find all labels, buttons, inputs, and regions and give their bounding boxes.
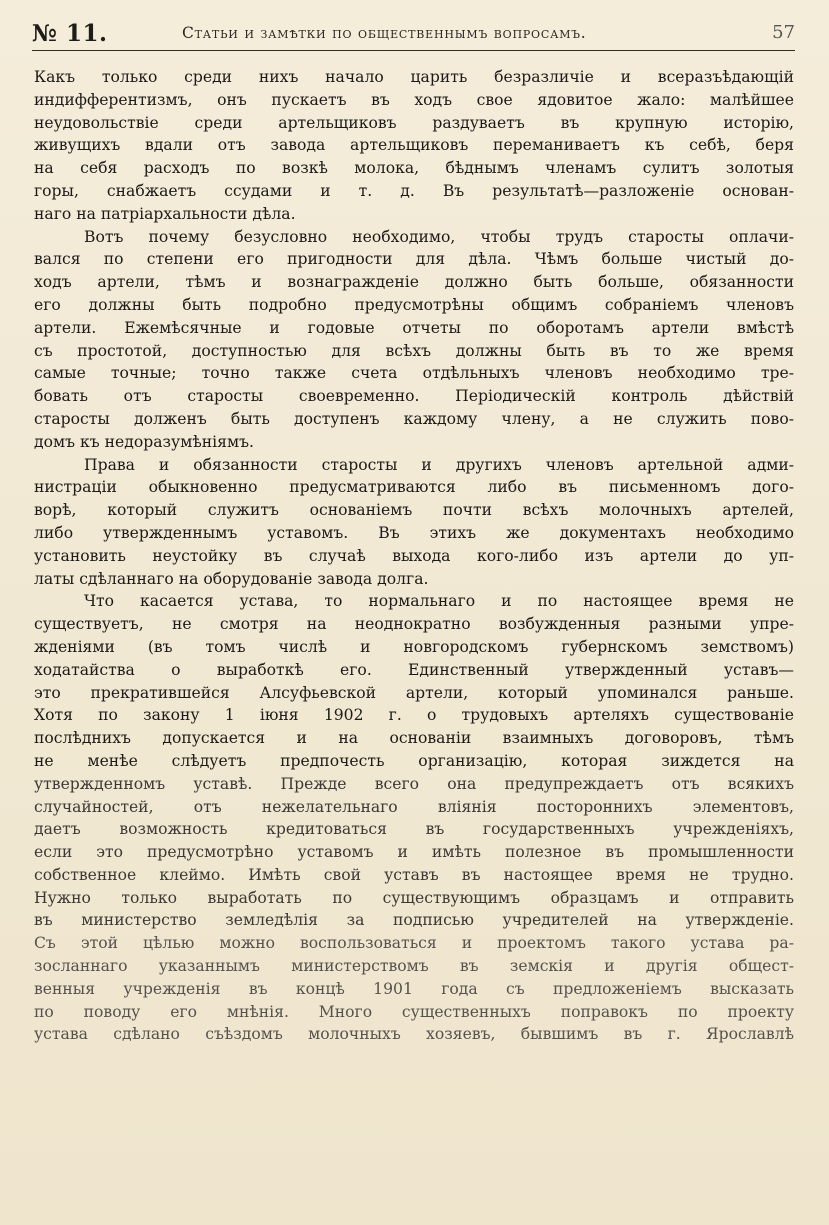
text-line: живущихъ вдали отъ завода артельщиковъ переманиваетъ къ себѣ, беря <box>34 136 794 155</box>
text-line: наго на патріархальности дѣла. <box>34 204 296 223</box>
text-line: это прекратившейся Алсуфьевской артели, который упоминался раньше. <box>34 683 794 702</box>
running-header <box>32 16 795 50</box>
text-line: ворѣ, который служитъ основаніемъ почти всѣхъ молочныхъ артелей, <box>34 501 794 520</box>
text-line: въ министерство земледѣлія за подписью учредителей на утвержденіе. <box>34 911 794 930</box>
text-line: жденіями (въ томъ числѣ и новгородскомъ губернскомъ земствомъ) <box>34 637 794 656</box>
text-line: существуетъ, не смотря на неоднократно возбужденныя разными упре- <box>34 615 794 634</box>
text-line: Что касается устава, то нормальнаго и по настоящее время не <box>84 592 794 611</box>
text-line: если это предусмотрѣно уставомъ и имѣть полезное въ промышленности <box>34 843 794 862</box>
text-line: венныя учрежденія въ концѣ 1901 года съ предложеніемъ высказать <box>34 979 794 998</box>
text-line: индифферентизмъ, онъ пускаетъ въ ходъ свое ядовитое жало: малѣйшее <box>34 90 794 109</box>
text-line: бовать отъ старосты своевременно. Періодическій контроль дѣйствій <box>34 387 794 406</box>
text-line: нистраціи обыкновенно предусматриваются либо въ письменномъ дого- <box>34 478 794 497</box>
text-line: вался по степени его пригодности для дѣла. Чѣмъ больше чистый до- <box>34 250 794 269</box>
text-line: Съ этой цѣлью можно воспользоваться и проектомъ такого устава ра- <box>34 934 794 953</box>
text-line: либо утвержденнымъ уставомъ. Въ этихъ же документахъ необходимо <box>34 523 794 542</box>
text-line: ходатайства о выработкѣ его. Единственный утвержденный уставъ— <box>34 660 794 679</box>
text-line: Какъ только среди нихъ начало царить безразличіе и всеразъѣдающій <box>34 68 794 86</box>
text-line: горы, снабжаетъ ссудами и т. д. Въ результатѣ—разложеніе основан- <box>34 181 794 200</box>
text-line: даетъ возможность кредитоваться въ государственныхъ учрежденіяхъ, <box>34 820 794 839</box>
text-line: устава сдѣлано съѣздомъ молочныхъ хозяевъ, бывшимъ въ г. Ярославлѣ <box>34 1025 794 1044</box>
text-line: Права и обязанности старосты и другихъ членовъ артельной адми- <box>84 455 794 474</box>
text-line: случайностей, отъ нежелательнаго вліянія постороннихъ элементовъ, <box>34 797 794 816</box>
text-line: Нужно только выработать по существующимъ образцамъ и отправить <box>34 888 794 907</box>
text-line: зосланнаго указаннымъ министерствомъ въ земскія и другія общест- <box>34 957 794 976</box>
text-line: артели. Ежемѣсячные и годовые отчеты по оборотамъ артели вмѣстѣ <box>34 318 794 337</box>
text-line: съ простотой, доступностью для всѣхъ должны быть въ то же время <box>34 341 794 360</box>
text-line: старосты долженъ быть доступенъ каждому члену, а не служить пово- <box>34 409 794 428</box>
text-line: самые точные; точно также счета отдѣльныхъ членовъ необходимо тре- <box>34 364 794 383</box>
text-line: на себя расходъ по возкѣ молока, бѣднымъ членамъ сулитъ золотыя <box>34 159 794 178</box>
text-line: по поводу его мнѣнія. Много существенныхъ поправокъ по проекту <box>34 1002 794 1021</box>
text-line: послѣднихъ допускается и на основаніи взаимныхъ договоровъ, тѣмъ <box>34 729 794 748</box>
header-rule <box>32 50 795 51</box>
text-line: его должны быть подробно предусмотрѣны общимъ собраніемъ членовъ <box>34 295 794 314</box>
text-line: ходъ артели, тѣмъ и вознагражденіе должно быть больше, обязанности <box>34 273 794 292</box>
text-line: Хотя по закону 1 іюня 1902 г. о трудовыхъ артеляхъ существованіе <box>34 706 794 725</box>
text-line: установить неустойку въ случаѣ выхода кого-либо изъ артели до уп- <box>34 546 794 565</box>
text-line: утвержденномъ уставѣ. Прежде всего она предупреждаетъ отъ всякихъ <box>34 774 794 793</box>
running-title: Статьи и замѣтки по общественнымъ вопросамъ. <box>182 24 587 42</box>
text-line: домъ къ недоразумѣніямъ. <box>34 432 254 451</box>
page-number: 57 <box>772 22 795 43</box>
text-line: собственное клеймо. Имѣть свой уставъ въ настоящее время не трудно. <box>34 865 794 884</box>
text-line: не менѣе слѣдуетъ предпочесть организацію, которая зиждется на <box>34 751 794 770</box>
text-line: Вотъ почему безусловно необходимо, чтобы трудъ старосты оплачи- <box>84 227 794 246</box>
text-line: латы сдѣланнаго на оборудованіе завода долга. <box>34 569 429 588</box>
article-body <box>34 66 794 1046</box>
text-line: неудовольствіе среди артельщиковъ раздуваетъ въ крупную исторію, <box>34 113 794 132</box>
issue-number: № 11. <box>32 20 108 47</box>
